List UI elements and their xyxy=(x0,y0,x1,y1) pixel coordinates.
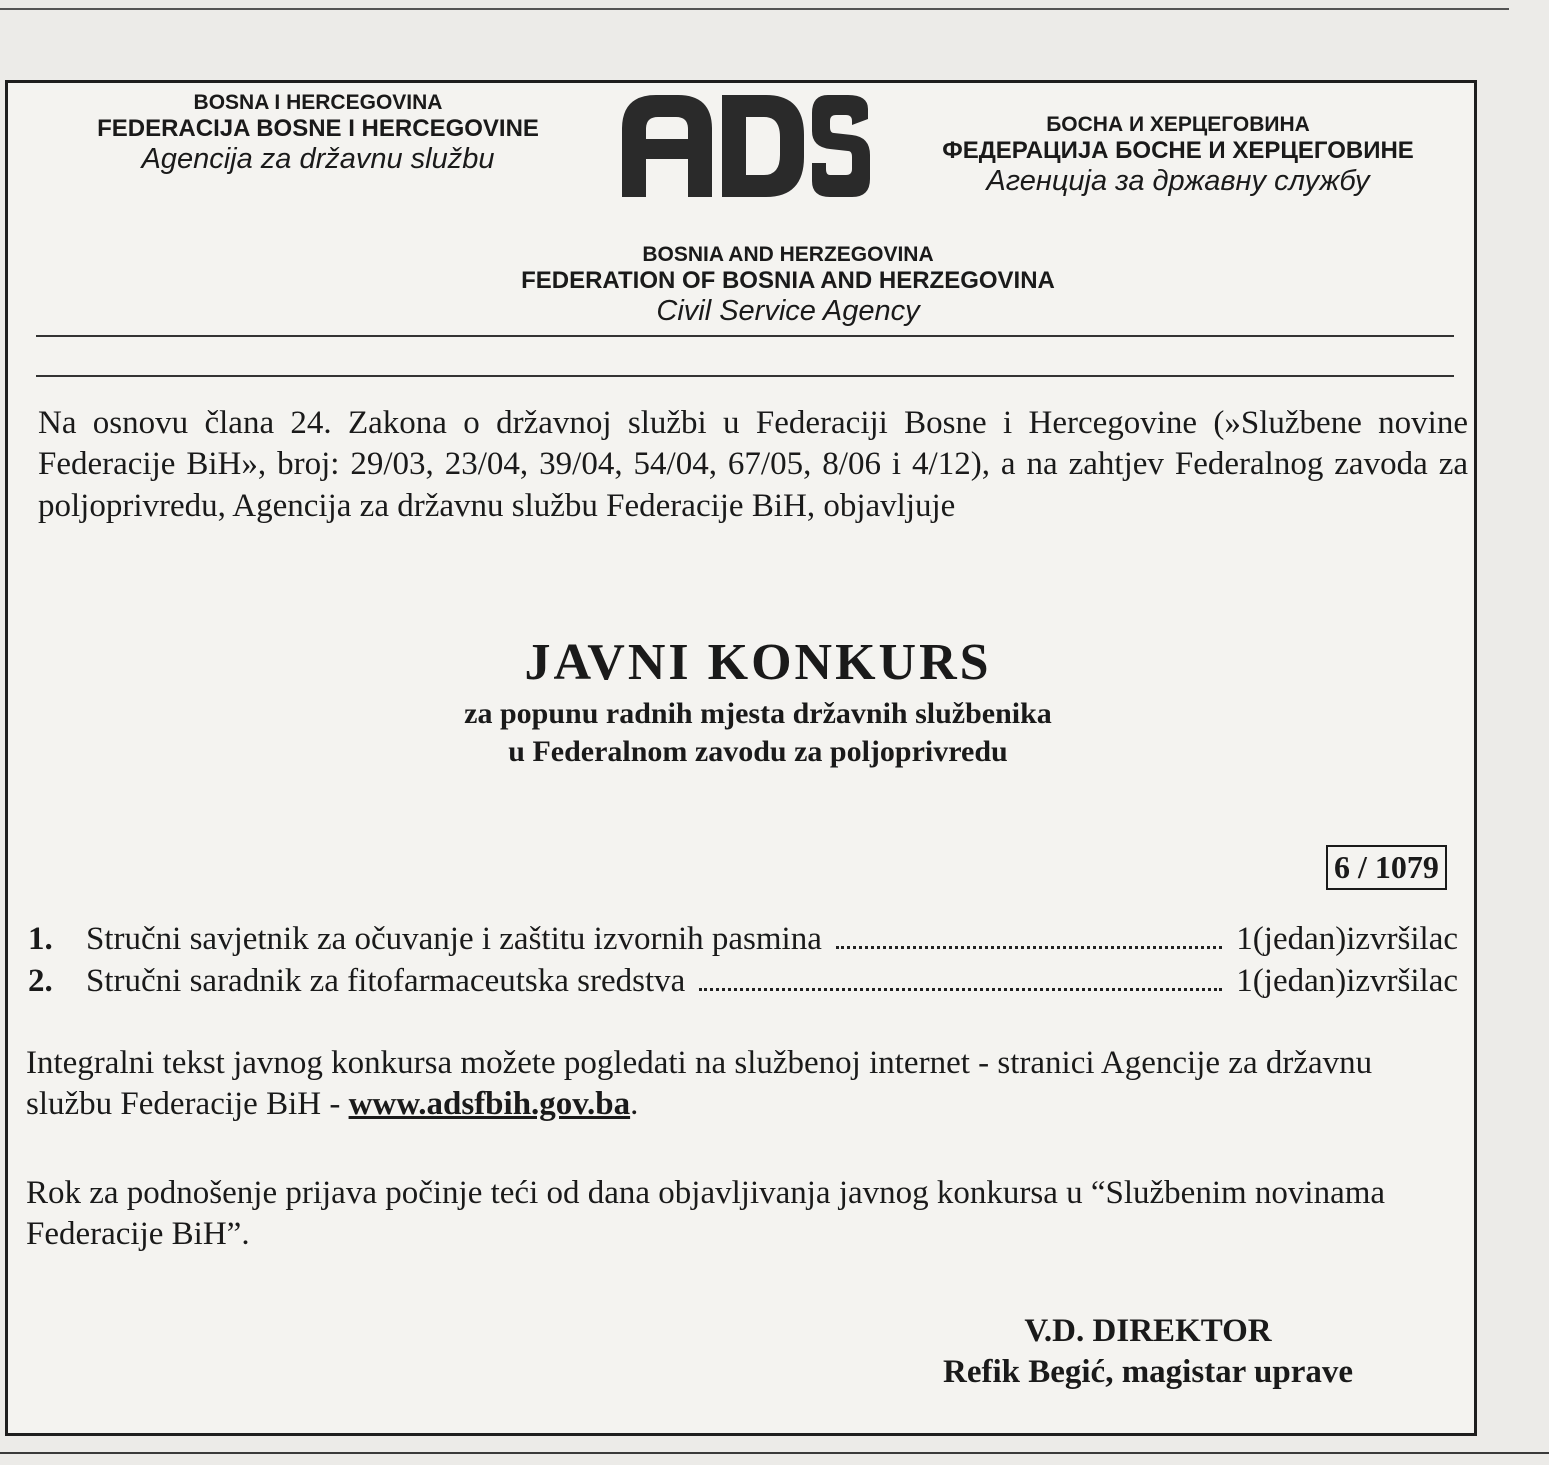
header-latin-federation: FEDERACIJA BOSNE I HERCEGOVINE xyxy=(97,115,539,143)
position-number: 2. xyxy=(28,963,53,999)
top-rule xyxy=(0,8,1509,10)
header-divider-lower xyxy=(36,375,1454,377)
dot-leader xyxy=(699,987,1222,991)
positions-list xyxy=(28,921,1458,1005)
header-english-federation: FEDERATION OF BOSNIA AND HERZEGOVINA xyxy=(521,267,1055,295)
list-item xyxy=(28,921,1458,963)
intro-paragraph: Na osnovu člana 24. Zakona o državnoj službi u Federaciji Bosne i Hercegovine (»Službene novine Federacije BiH», broj: 29/03, 23/04, 39/04, 54/04, 67/05, 8/06 i 4/12), a na zahtjev Federalnog zavoda za poljoprivredu, Agencija za državnu službu Federacije BiH, objavljuje xyxy=(38,405,1468,524)
position-title: Stručni savjetnik za očuvanje i zaštitu izvornih pasmina xyxy=(86,921,822,957)
signature-name: Refik Begić, magistar uprave xyxy=(942,1354,1353,1391)
header-latin-agency: Agencija za državnu službu xyxy=(141,142,495,175)
position-title: Stručni saradnik za fitofarmaceutska sredstva xyxy=(86,963,686,999)
info-paragraph xyxy=(26,1043,1456,1126)
header-cyrillic-federation: ФЕДЕРАЦИЈА БОСНЕ И ХЕРЦЕГОВИНЕ xyxy=(942,137,1414,165)
ads-logo xyxy=(616,89,876,201)
header-latin-country: BOSNA I HERCEGOVINA xyxy=(193,91,443,114)
list-item xyxy=(28,963,1458,1005)
subtitle-line-2: u Federalnom zavodu za poljoprivredu xyxy=(508,734,1008,768)
page-title: JAVNI KONKURS xyxy=(524,634,992,691)
announcement-frame xyxy=(5,80,1477,1436)
header-divider xyxy=(36,335,1454,337)
header-cyrillic-agency: Агенција за државну службу xyxy=(986,164,1370,197)
info-end: . xyxy=(630,1086,639,1123)
header-latin xyxy=(48,91,588,176)
signature-block xyxy=(838,1311,1458,1394)
position-count: 1(jedan)izvršilac xyxy=(1236,963,1458,999)
header-cyrillic xyxy=(888,113,1468,198)
position-count: 1(jedan)izvršilac xyxy=(1236,921,1458,957)
bottom-rule xyxy=(0,1452,1549,1454)
dot-leader xyxy=(836,945,1222,949)
info-text: Integralni tekst javnog konkursa možete pogledati na službenoj internet - stranici Agencije za državnu službu Federacije BiH - xyxy=(26,1045,1373,1123)
header-english-agency: Civil Service Agency xyxy=(656,294,920,327)
signature-role: V.D. DIREKTOR xyxy=(1024,1313,1272,1349)
reference-number: 6 / 1079 xyxy=(1326,845,1447,890)
header-cyrillic-country: БОСНА И ХЕРЦЕГОВИНА xyxy=(1046,113,1310,136)
page-subtitle xyxy=(308,695,1208,770)
header-english xyxy=(438,243,1138,328)
header-english-country: BOSNIA AND HERZEGOVINA xyxy=(642,243,934,266)
website-link[interactable]: www.adsfbih.gov.ba xyxy=(348,1086,631,1123)
position-number: 1. xyxy=(28,921,53,957)
subtitle-line-1: za popunu radnih mjesta državnih službenika xyxy=(464,697,1052,730)
deadline-paragraph: Rok za podnošenje prijava počinje teći od dana objavljivanja javnog konkursa u “Službenim novinama Federacije BiH”. xyxy=(26,1175,1386,1253)
